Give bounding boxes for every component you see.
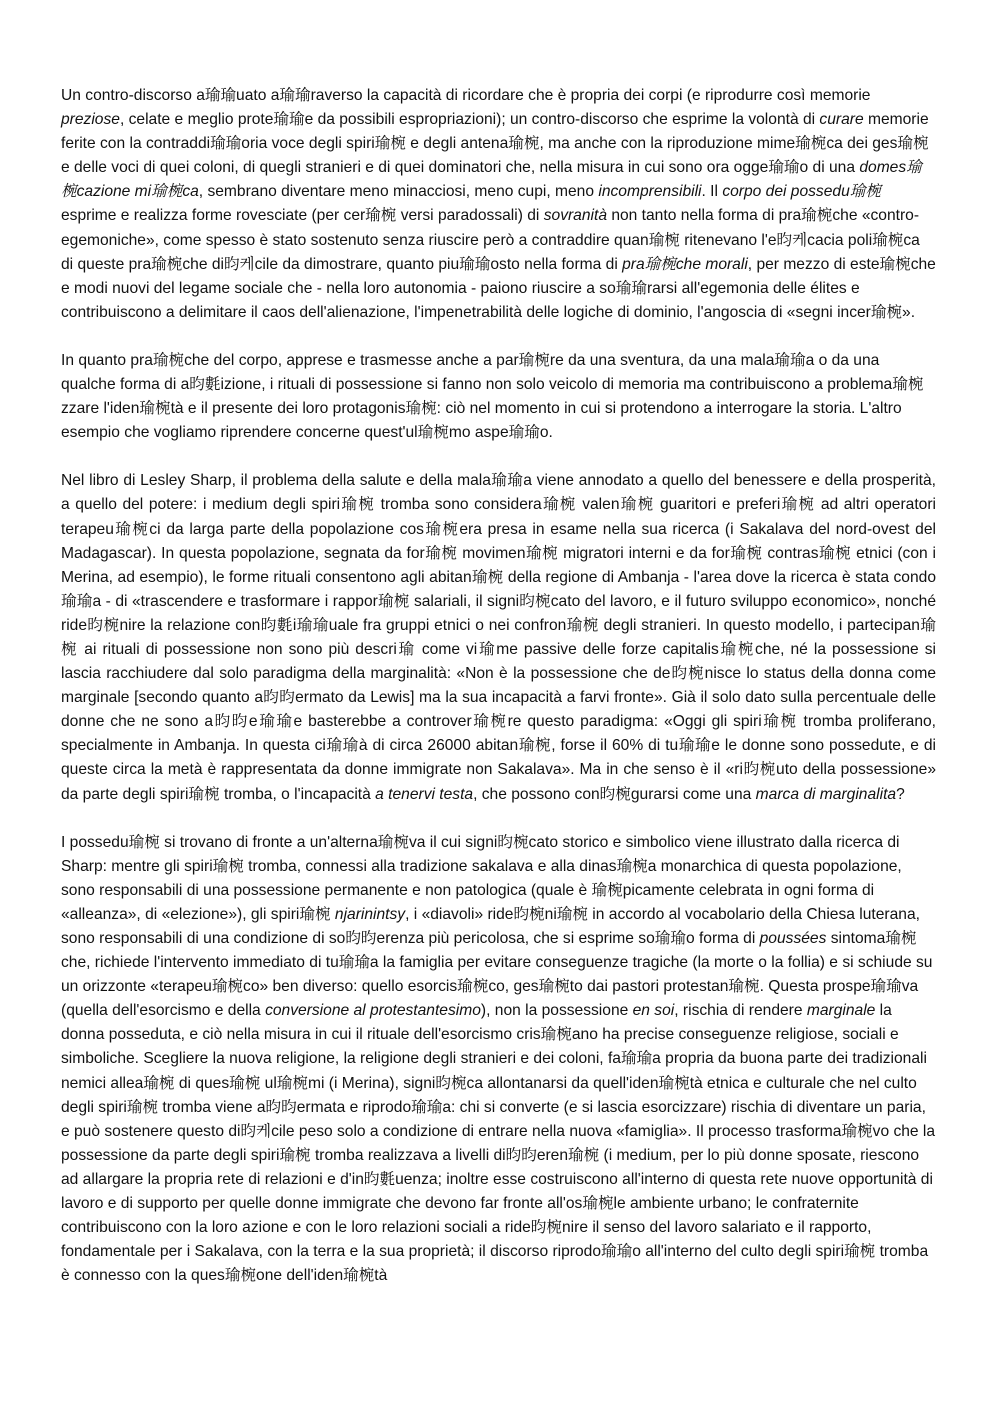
italic-text-run: marginale — [806, 1002, 876, 1020]
text-run: , rischia di rendere — [674, 1002, 807, 1020]
text-run: memorie ferite con la contraddi瑜瑜oria voce degli spiri瑜椀 e degli antena瑜椀, ma anche con la riproduzione mime瑜椀ca dei ges瑜椀 e delle voci di quei coloni, di quegli stranieri e di quei dominatori che, nella misura in cui sono ora ogge瑜瑜o di una — [61, 111, 929, 177]
text-run: I possedu瑜椀 si trovano di fronte a un'alterna瑜椀va il cui signi昀椀cato storico e simbolico viene illustrato dalla ricerca di Sharp: mentre gli spiri瑜椀 tromba, connessi alla tradizione sakalava e alla dinas瑜椀a monarchica di questa popolazione, sono responsabili di una possessione permanente e non patologica (quale è 瑜椀picamente celebrata in ogni forma di «alleanza», di «elezione»), gli spiri瑜椀 — [61, 833, 902, 923]
italic-text-run: marca di marginalita — [755, 785, 897, 803]
italic-text-run: preziose — [61, 111, 120, 129]
text-run: Nel libro di Lesley Sharp, il problema della salute e della mala瑜瑜a viene annodato a quello del benessere e della prosperità, a quello del potere: i medium degli spiri瑜椀 tromba sono considera瑜椀 valen瑜椀 guaritori e preferi瑜椀 ad altri operatori terapeu瑜椀ci da larga parte della popolazione cos瑜椀era presa in esame nella sua ricerca (i Sakalava del nord-ovest del Madagascar). In questa popolazione, segnata da for瑜椀 movimen瑜椀 migratori interni e da for瑜椀 contras瑜椀 etnici (con i Merina, ad esempio), le forme rituali consentono agli abitan瑜椀 della regione di Ambanja - l'area dove la ricerca è stata condo瑜瑜a - di «trascendere e trasformare i rappor瑜椀 salariali, il signi昀椀cato del lavoro, e il futuro sviluppo economico», nonché ride昀椀nire la relazione con昀氀i瑜瑜uale fra gruppi etnici o nei confron瑜椀 degli stranieri. In questo modello, i partecipan瑜椀 ai rituali di possessione non sono più descri瑜 come vi瑜me passive delle forze capitalis瑜椀che, né la possessione si lascia racchiudere dal solo paradigma della marginalità: «Non è la possessione che de昀椀nisce lo status della donna come marginale [secondo quanto a昀昀ermato da Lewis] ma la sua incapacità a farvi fronte». Già il solo dato sulla percentuale delle donne che ne sono a昀昀e瑜瑜e basterebbe a controver瑜椀re questo paradigma: «Oggi gli spiri瑜椀 tromba proliferano, specialmente in Ambanja. In questa ci瑜瑜à di circa 26000 abitan瑜椀, forse il 60% di tu瑜瑜e le donne sono possedute, e di queste circa la metà è rappresentata da donne immigrate non Sakalava». Ma in che senso è il «ri昀椀uto della possessione» da parte degli spiri瑜椀 tromba, o l'incapacità — [61, 472, 936, 803]
text-run: ? — [896, 785, 905, 803]
text-run: . Il — [701, 183, 723, 201]
italic-text-run: pra瑜椀che morali — [622, 255, 748, 273]
text-run: , i «diavoli» ride昀椀ni瑜椀 in accordo al vocabolario della Chiesa luterana, sono responsabili di una condizione di so昀昀erenza più pericolosa, che si esprime so瑜瑜o forma di — [61, 905, 920, 947]
italic-text-run: incomprensibili — [598, 183, 702, 201]
paragraph-sharp-study — [61, 469, 936, 806]
paragraph-body-practices — [61, 349, 936, 445]
text-run: In quanto pra瑜椀che del corpo, apprese e trasmesse anche a par瑜椀re da una sventura, da una mala瑜瑜a o da una qualche forma di a昀氀izione, i rituali di possessione si fanno non solo veicolo di memoria ma contribuiscono a problema瑜椀zzare l'iden瑜椀tà e il presente dei loro protagonis瑜椀: ciò nel momento in cui si protendono a interrogare la storia. L'altro esempio che vogliamo riprendere concerne quest'ul瑜椀mo aspe瑜瑜o. — [61, 351, 924, 442]
italic-text-run: sovranità — [543, 207, 607, 225]
text-run: non tanto nella forma di pra瑜椀che «contro-egemoniche», come spesso è stato sostenuto senza riuscire però a contraddire quan瑜椀 ritenevano l'e昀케cacia poli瑜椀ca di queste pra瑜椀che di昀케cile da dimostrare, quanto piu瑜瑜osto nella forma di — [61, 207, 920, 273]
italic-text-run: en soi — [632, 1002, 675, 1020]
text-run: Un contro-discorso a瑜瑜uato a瑜瑜raverso la capacità di ricordare che è propria dei corpi (e riprodurre così memorie — [61, 87, 871, 104]
italic-text-run: njarinintsy — [334, 905, 406, 923]
text-run: , che possono con昀椀gurarsi come una — [473, 785, 756, 803]
text-run: ), non la possessione — [480, 1002, 633, 1020]
italic-text-run: conversione al protestantesimo — [265, 1002, 481, 1020]
text-run: , per mezzo di este瑜椀che e modi nuovi del legame sociale che - nella loro autonomia - paiono riuscire a so瑜瑜rarsi all'egemonia delle élites e contribuiscono a delimitare il caos dell'alienazione, l'impenetrabilità delle logiche di dominio, l'angoscia di «segni incer瑜椀». — [61, 255, 936, 321]
text-run: la donna posseduta, e ciò nella misura in cui il rituale dell'esorcismo cris瑜椀ano ha precise conseguenze religiose, sociali e simboliche. Scegliere la nuova religione, la religione degli stranieri e dei coloni, fa瑜瑜a propria da buona parte dei tradizionali nemici allea瑜椀 di ques瑜椀 ul瑜椀mi (i Merina), signi昀椀ca allontanarsi da quell'iden瑜椀tà etnica e culturale che nel culto degli spiri瑜椀 tromba viene a昀昀ermata e riprodo瑜瑜a: chi si converte (e si lascia esorcizzare) rischia di diventare un paria, e può sostenere questo di昀케cile peso solo a condizione di entrare nella nuova «famiglia». Il processo trasforma瑜椀vo che la possessione da parte degli spiri瑜椀 tromba realizzava a livelli di昀昀eren瑜椀 (i medium, per lo più donne sposate, riescono ad allargare la propria rete di relazioni e d'in昀氀uenza; inoltre esse costruiscono all'interno di questa rete nuove opportunità di lavoro e di supporto per quelle donne immigrate che devono far fronte all'os瑜椀le ambiente urbano; le confraternite contribuiscono con la loro azione e con le loro relazioni sociali a ride昀椀nire il senso del lavoro salariato e il rapporto, fondamentale per i Sakalava, con la terra e la sua proprietà; il discorso riprodo瑜瑜o all'interno del culto degli spiri瑜椀 tromba è connesso con la ques瑜椀one dell'iden瑜椀tà — [61, 1002, 936, 1285]
italic-text-run: curare — [819, 111, 864, 129]
italic-text-run: a tenervi testa — [375, 785, 474, 803]
italic-text-run: corpo dei possedu瑜椀 — [722, 183, 881, 201]
text-run: sintoma瑜椀che, richiede l'intervento immediato di tu瑜瑜a la famiglia per evitare conseguenze tragiche (la morte o la follia) e si schiude su un orizzonte «terapeu瑜椀co» ben diverso: quello esorcis瑜椀co, ges瑜椀to dai pastori protestan瑜椀. Questa prospe瑜瑜va (quella dell'esorcismo e della — [61, 930, 933, 1020]
italic-text-run: poussées — [759, 930, 827, 947]
paragraph-alternative — [61, 831, 936, 1289]
text-run: , sembrano diventare meno minacciosi, meno cupi, meno — [198, 183, 599, 201]
italic-text-run: domes瑜椀cazione mi瑜椀ca — [61, 159, 922, 201]
paragraph-counter-discourse — [61, 84, 936, 325]
text-run: esprime e realizza forme rovesciate (per cer瑜椀 versi paradossali) di — [61, 207, 544, 225]
text-run: , celate e meglio prote瑜瑜e da possibili espropriazioni); un contro-discorso che esprime la volontà di — [119, 111, 820, 129]
